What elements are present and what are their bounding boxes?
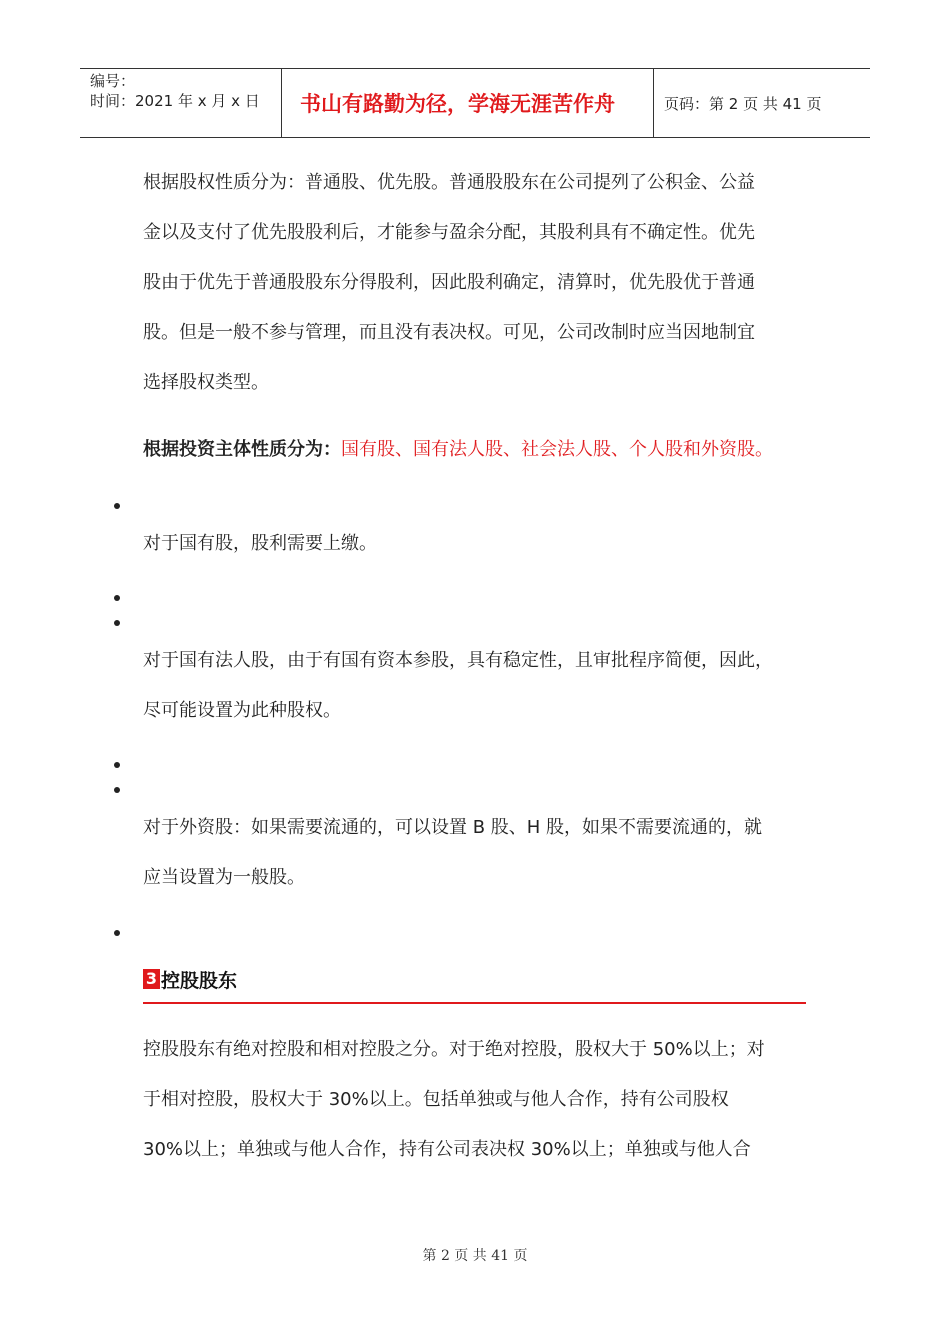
paragraph-investor-nature	[143, 425, 811, 475]
paragraph-state-shares	[143, 519, 811, 569]
paragraph-state-legal-shares	[143, 636, 811, 736]
investor-nature-types: 国有股、国有法人股、社会法人股、个人股和外资股。	[341, 439, 773, 460]
section-number-badge: 3	[143, 969, 160, 989]
header-meta	[80, 69, 282, 137]
paragraph-line: 对于国有股，股利需要上缴。	[143, 533, 377, 554]
page-footer: 第 2 页 共 41 页	[422, 1248, 528, 1264]
section-title: 控股股东	[161, 969, 238, 992]
header-number-label: 编号：	[90, 72, 136, 90]
header-page-info: 页码：第 2 页 共 41 页	[664, 94, 822, 113]
page-header	[80, 68, 870, 138]
paragraph-foreign-shares	[143, 803, 811, 903]
paragraph-line: 控股股东有绝对控股和相对控股之分。对于绝对控股，股权大于 50%以上；对	[143, 1039, 765, 1060]
bullet-marker	[114, 620, 120, 626]
bullet-marker	[114, 595, 120, 601]
paragraph-line: 于相对控股，股权大于 30%以上。包括单独或与他人合作，持有公司股权	[143, 1089, 729, 1110]
paragraph-controlling-shareholder	[143, 1025, 811, 1175]
paragraph-line: 30%以上；单独或与他人合作，持有公司表决权 30%以上；单独或与他人合	[143, 1139, 751, 1160]
section-divider	[143, 1002, 806, 1004]
investor-nature-label: 根据投资主体性质分为：	[143, 439, 341, 460]
paragraph-line: 金以及支付了优先股股利后，才能参与盈余分配，其股利具有不确定性。优先	[143, 222, 755, 243]
bullet-marker	[114, 930, 120, 936]
paragraph-line: 股由于优先于普通股股东分得股利，因此股利确定，清算时，优先股优于普通	[143, 272, 755, 293]
bullet-marker	[114, 503, 120, 509]
header-motto: 书山有路勤为径，学海无涯苦作舟	[282, 69, 654, 137]
section-heading	[143, 965, 237, 993]
paragraph-line: 对于外资股：如果需要流通的，可以设置 B 股、H 股，如果不需要流通的，就	[143, 817, 763, 838]
paragraph-line: 选择股权类型。	[143, 372, 269, 393]
paragraph-line: 尽可能设置为此种股权。	[143, 700, 341, 721]
paragraph-share-nature	[143, 158, 811, 408]
paragraph-line: 对于国有法人股，由于有国有资本参股，具有稳定性，且审批程序简便，因此，	[143, 650, 773, 671]
paragraph-line: 根据股权性质分为：普通股、优先股。普通股股东在公司提列了公积金、公益	[143, 172, 755, 193]
paragraph-line: 股。但是一般不参与管理，而且没有表决权。可见，公司改制时应当因地制宜	[143, 322, 755, 343]
bullet-marker	[114, 762, 120, 768]
bullet-marker	[114, 787, 120, 793]
header-time-label: 时间：2021 年 x 月 x 日	[90, 92, 260, 110]
paragraph-line: 应当设置为一般股。	[143, 867, 305, 888]
